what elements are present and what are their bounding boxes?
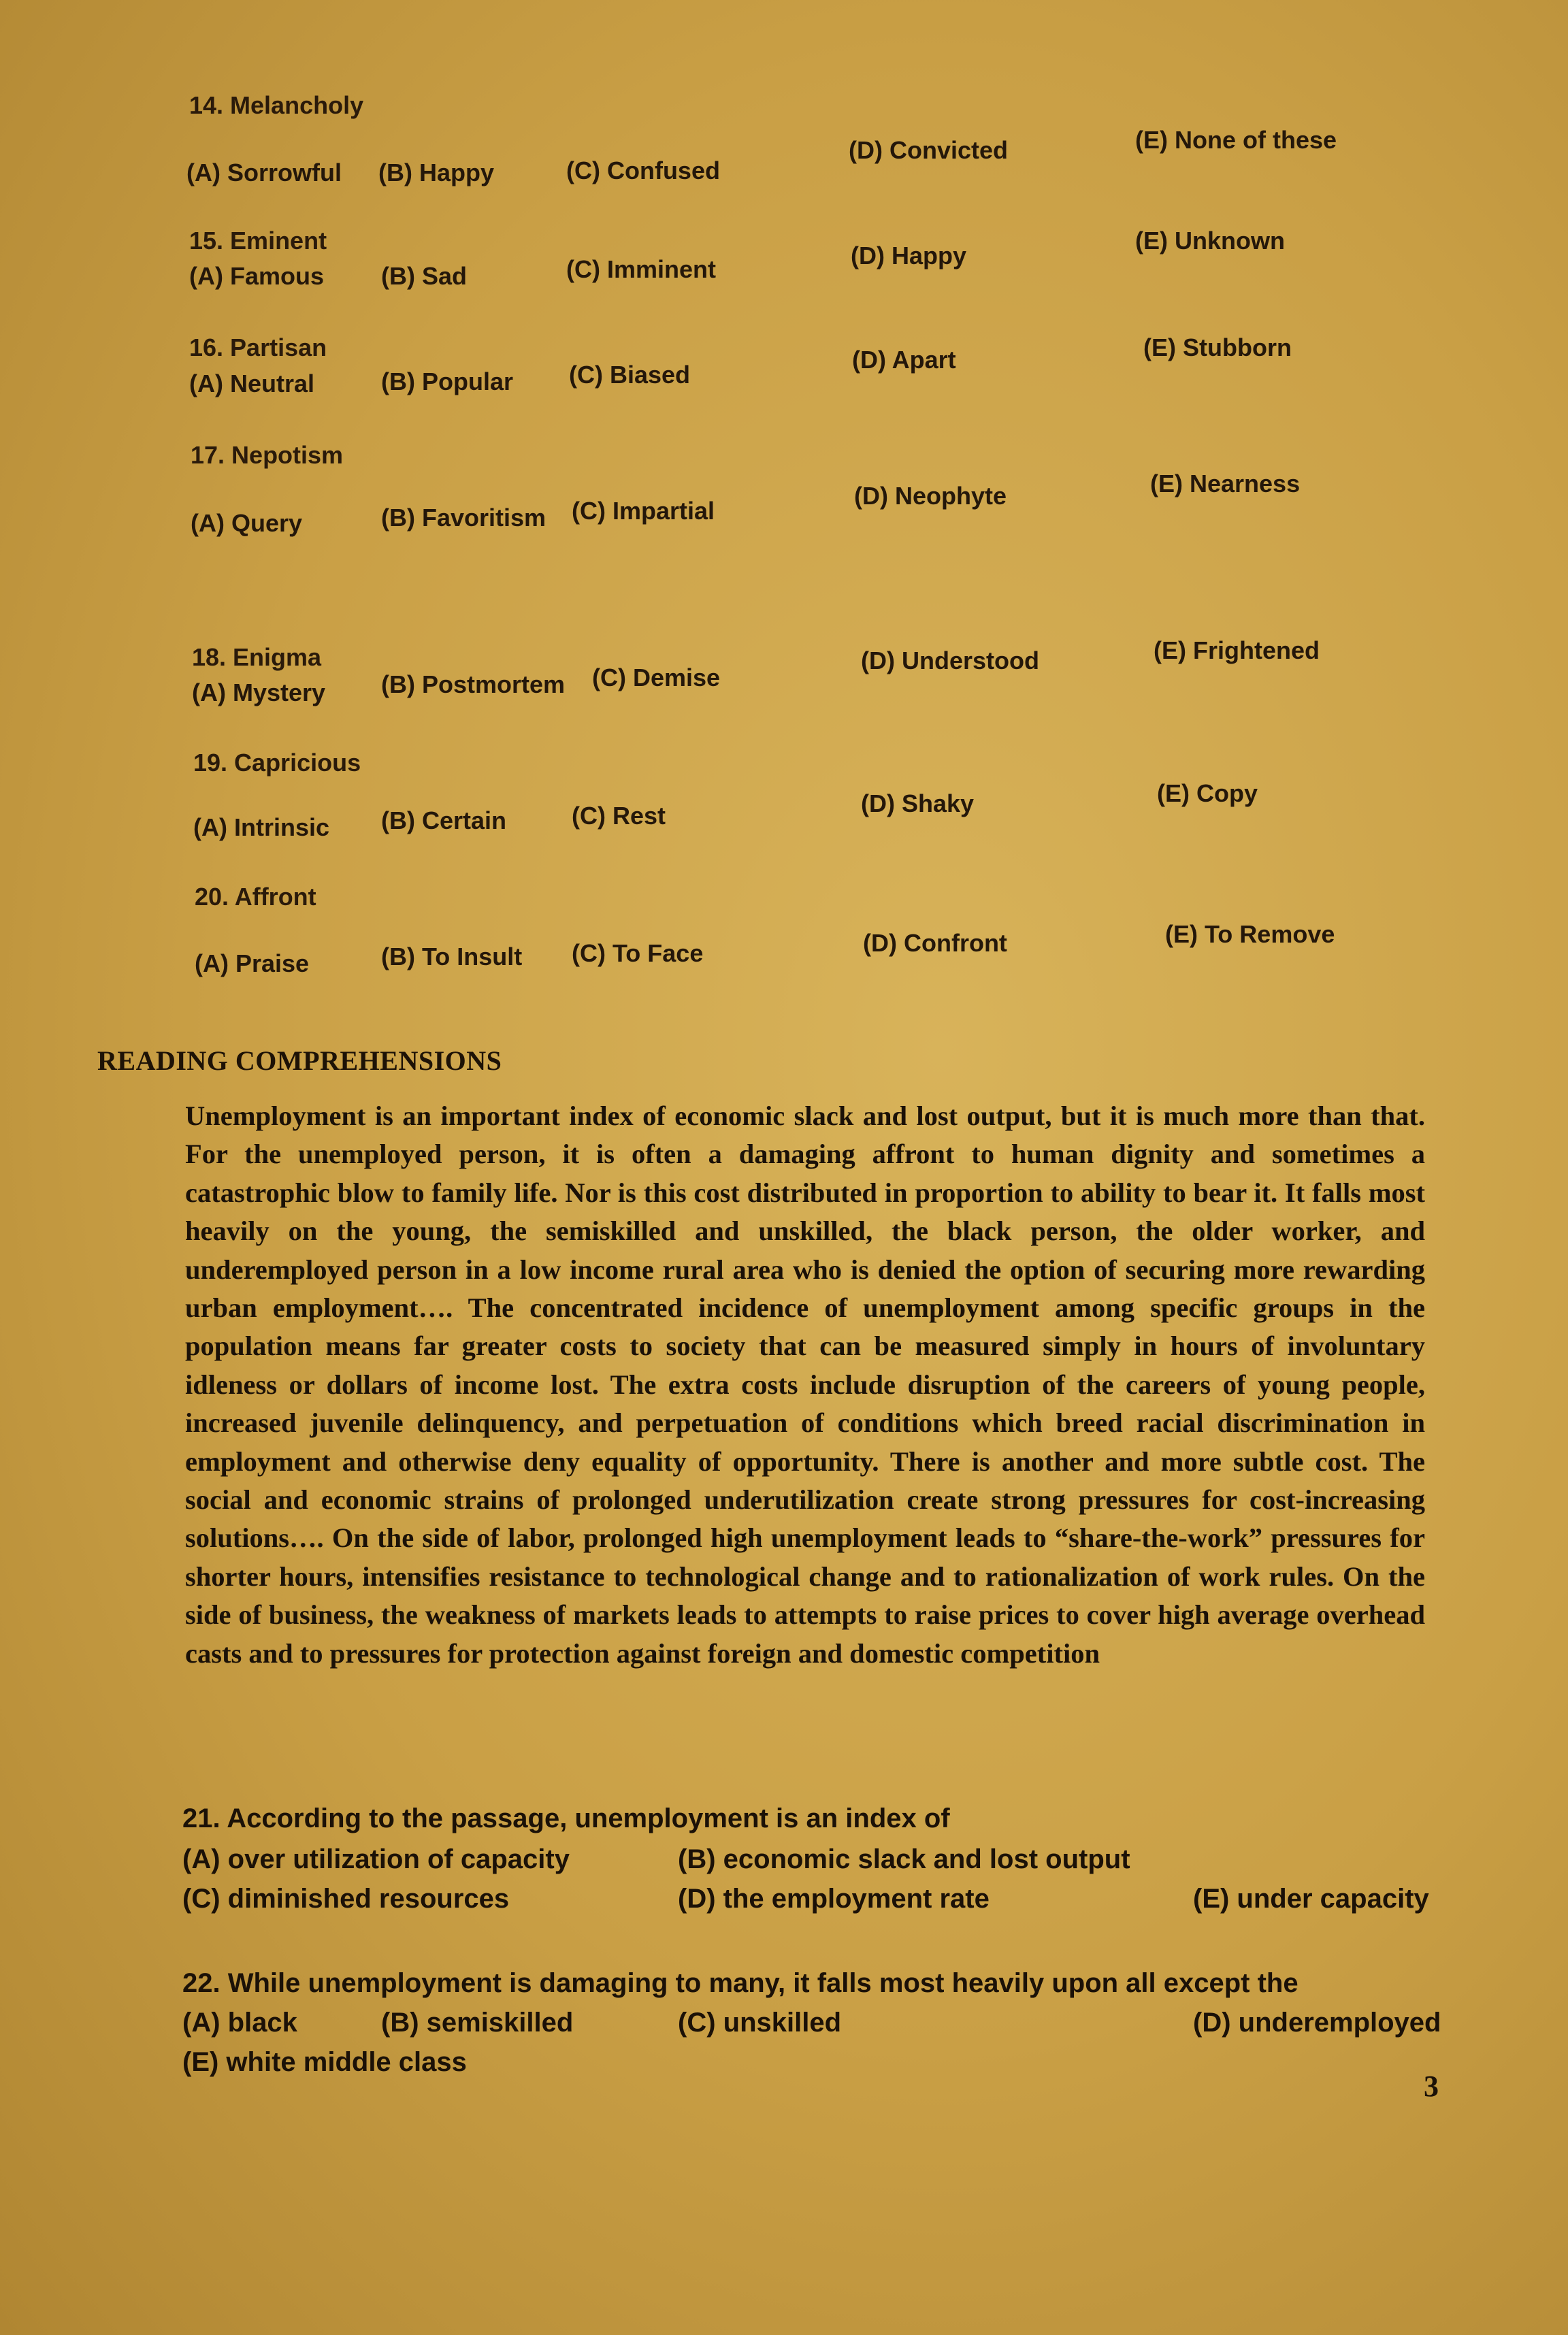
q22-option-c: (C) unskilled — [678, 2008, 842, 2038]
q20-option-a: (A) Praise — [195, 949, 310, 977]
q19-option-e: (E) Copy — [1157, 779, 1258, 807]
q18-option-d: (D) Understood — [861, 647, 1039, 674]
q21-option-d: (D) the employment rate — [678, 1884, 990, 1914]
page-number: 3 — [1424, 2070, 1439, 2103]
q16-option-a: (A) Neutral — [189, 370, 315, 397]
q18-option-a: (A) Mystery — [192, 679, 326, 706]
question-17-title: 17. Nepotism — [191, 441, 344, 469]
q17-option-a: (A) Query — [191, 509, 303, 537]
q22-option-e: (E) white middle class — [182, 2047, 467, 2077]
q15-option-a: (A) Famous — [189, 262, 324, 290]
question-15-title: 15. Eminent — [189, 227, 327, 255]
q20-option-b: (B) To Insult — [381, 943, 523, 970]
q17-option-d: (D) Neophyte — [854, 482, 1007, 510]
q22-option-a: (A) black — [182, 2008, 297, 2038]
q16-option-c: (C) Biased — [569, 361, 691, 389]
q19-option-d: (D) Shaky — [861, 789, 975, 817]
q17-option-c: (C) Impartial — [572, 497, 715, 525]
q14-option-b: (B) Happy — [378, 159, 494, 186]
q18-option-c: (C) Demise — [592, 664, 721, 691]
question-14-title: 14. Melancholy — [189, 91, 364, 119]
q18-option-e: (E) Frightened — [1154, 636, 1320, 664]
q20-option-e: (E) To Remove — [1165, 920, 1335, 948]
q17-option-b: (B) Favoritism — [381, 504, 546, 532]
q14-option-d: (D) Convicted — [849, 136, 1008, 164]
q22-option-b: (B) semiskilled — [381, 2008, 574, 2038]
q19-option-a: (A) Intrinsic — [193, 813, 330, 841]
q20-option-c: (C) To Face — [572, 939, 704, 967]
question-18-title: 18. Enigma — [192, 643, 322, 671]
question-19-title: 19. Capricious — [193, 749, 361, 777]
q21-option-b: (B) economic slack and lost output — [678, 1844, 1130, 1874]
q19-option-c: (C) Rest — [572, 802, 666, 830]
q20-option-d: (D) Confront — [863, 929, 1007, 957]
q18-option-b: (B) Postmortem — [381, 670, 566, 698]
q15-option-d: (D) Happy — [851, 242, 966, 270]
q21-option-e: (E) under capacity — [1193, 1884, 1429, 1914]
reading-passage: Unemployment is an important index of economic slack and lost output, but it is much more than that. For the unemployed person, it is often a damaging affront to human dignity and sometimes a catastrophic blow to family life. Nor is this cost distributed in proportion to ability to bear it. It falls most heavily on the young, the semiskilled and unskilled, the black person, the older worker, and underemployed person in a low income rural area who is denied the option of securing more rewarding urban employment…. The concentrated incidence of unemployment among specific groups in the population means far greater costs to society that can be measured simply in hours of involuntary idleness or dollars of income lost. The extra costs include disruption of the careers of young people, increased juvenile delinquency, and perpetuation of conditions which breed racial discrimination in employment and otherwise deny equality of opportunity. There is another and more subtle cost. The social and economic strains of prolonged underutilization create strong pressures for cost-increasing solutions…. On the side of labor, prolonged high unemployment leads to “share-the-work” pressures for shorter hours, intensifies resistance to technological change and to rationalization of work rules. On the side of business, the weakness of markets leads to attempts to raise prices to cover high average overhead casts and to pressures for protection against foreign and domestic competition — [185, 1100, 1425, 1669]
q15-option-e: (E) Unknown — [1135, 227, 1285, 255]
q15-option-b: (B) Sad — [381, 262, 467, 290]
q17-option-e: (E) Nearness — [1150, 470, 1301, 497]
question-20-title: 20. Affront — [195, 883, 316, 911]
question-21-title: 21. According to the passage, unemployment is an index of — [182, 1803, 950, 1833]
q14-option-a: (A) Sorrowful — [186, 159, 342, 186]
q22-option-d: (D) underemployed — [1193, 2008, 1441, 2038]
q16-option-e: (E) Stubborn — [1143, 333, 1292, 361]
q19-option-b: (B) Certain — [381, 806, 507, 834]
q15-option-c: (C) Imminent — [566, 255, 716, 283]
q21-option-a: (A) over utilization of capacity — [182, 1844, 570, 1874]
q16-option-d: (D) Apart — [852, 346, 956, 374]
question-22-title: 22. While unemployment is damaging to many, it falls most heavily upon all except the — [182, 1968, 1298, 1998]
q14-option-e: (E) None of these — [1135, 126, 1337, 154]
q14-option-c: (C) Confused — [566, 157, 720, 184]
q21-option-c: (C) diminished resources — [182, 1884, 510, 1914]
question-16-title: 16. Partisan — [189, 333, 327, 361]
q16-option-b: (B) Popular — [381, 368, 513, 395]
section-heading: READING COMPREHENSIONS — [97, 1045, 502, 1076]
